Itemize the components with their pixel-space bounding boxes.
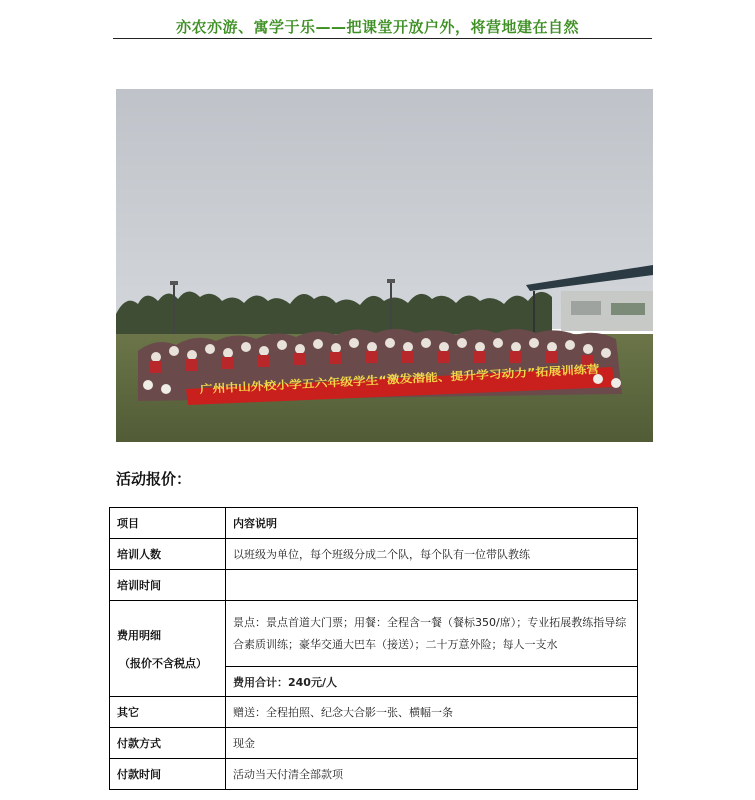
row-label-fee <box>110 601 226 697</box>
row-label-trainees: 培训人数 <box>110 539 226 570</box>
row-label-payment-time: 付款时间 <box>110 759 226 790</box>
page-header-title: 亦农亦游、寓学于乐——把课堂开放户外，将营地建在自然 <box>175 18 579 36</box>
row-label-other: 其它 <box>110 697 226 728</box>
group-photo <box>116 89 653 442</box>
fee-label: 费用明细 <box>117 628 161 642</box>
section-heading-pricing: 活动报价： <box>116 470 192 488</box>
table-row-payment-method <box>110 728 638 759</box>
header-divider <box>113 38 652 39</box>
row-value-fee-detail: 景点：景点首道大门票；用餐：全程含一餐（餐标350/席）；专业拓展教练指导综合素质训练；豪华交通大巴车（接送）；二十万意外险；每人一支水 <box>226 601 638 667</box>
header-cell-description: 内容说明 <box>226 508 638 539</box>
table-row-other <box>110 697 638 728</box>
row-value-fee-total: 费用合计：240元/人 <box>226 667 638 697</box>
row-label-payment-method: 付款方式 <box>110 728 226 759</box>
row-value-payment-time: 活动当天付清全部款项 <box>226 759 638 790</box>
photo-banner-text: 广州中山外校小学五六年级学生“激发潜能、提升学习动力”拓展训练营 <box>199 365 545 396</box>
table-row-payment-time <box>110 759 638 790</box>
table-row-trainees <box>110 539 638 570</box>
table-row-time <box>110 570 638 601</box>
table-header-row <box>110 508 638 539</box>
row-label-time: 培训时间 <box>110 570 226 601</box>
pricing-table <box>109 507 638 790</box>
table-row-fee-detail <box>110 601 638 667</box>
row-value-other: 赠送：全程拍照、纪念大合影一张、横幅一条 <box>226 697 638 728</box>
row-value-payment-method: 现金 <box>226 728 638 759</box>
row-value-time <box>226 570 638 601</box>
row-value-trainees: 以班级为单位，每个班级分成二个队，每个队有一位带队教练 <box>226 539 638 570</box>
header-cell-item: 项目 <box>110 508 226 539</box>
fee-sublabel: （报价不含税点） <box>119 656 207 670</box>
